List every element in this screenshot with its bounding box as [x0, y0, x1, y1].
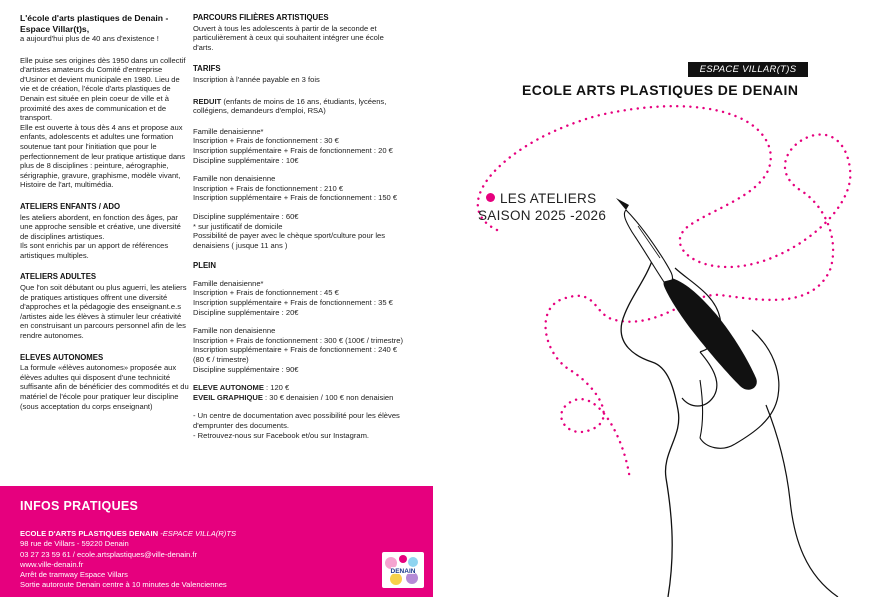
- parcours-heading: PARCOURS FILIÈRES ARTISTIQUES: [193, 13, 329, 22]
- plein-heading: PLEIN: [193, 261, 216, 271]
- eleves-autonomes-paragraph: La formule «élèves autonomes» proposée aux élèves adultes qui disposent d'une technicité suffisante afin de bénéficier des commodités et du matériel de l'école pour pratiquer leur discipline (sous acceptation du corps enseignant): [20, 363, 189, 411]
- reduit-text: (enfants de moins de 16 ans, étudiants, lycéens,: [221, 96, 387, 106]
- plein-price-line: Discipline supplémentaire : 90€: [193, 364, 299, 374]
- hand-outline-icon: [700, 380, 703, 438]
- espace-villarts-tag: ESPACE VILLAR(T)S: [688, 62, 808, 77]
- plein-price-line: Inscription supplémentaire + Frais de fonctionnement : 35 €: [193, 298, 393, 308]
- denain-logo-art: [382, 552, 424, 588]
- plein-famille-denaisienne: Famille denaisienne*: [193, 278, 264, 288]
- hand-outline-icon: [682, 352, 717, 406]
- infos-pratiques-heading: INFOS PRATIQUES: [20, 499, 139, 513]
- eleve-autonome-price: [193, 383, 406, 393]
- pink-dotted-swirl-icon: [478, 106, 851, 480]
- intro-offer-paragraph: Elle est ouverte à tous dès 4 ans et propose aux enfants, adolescents et adultes une formation soutenue tant pour l'initiation que pour le perfectionnement de leur pratique artistique dans plus de 8 disciplines : peinture, aérographie, sérigraphie, gravure, graphisme, modèle vivant, Histoire de l'art, multimédia.: [20, 122, 186, 190]
- reduit-price-line: Inscription + Frais de fonctionnement : 30 €: [193, 136, 339, 146]
- school-name-line: [20, 529, 236, 539]
- les-ateliers-label: LES ATELIERS: [500, 191, 597, 206]
- tram-stop: Arrêt de tramway Espace Villars: [20, 570, 128, 580]
- hand-outline-icon: [700, 438, 735, 448]
- cheque-note: Possibilité de payer avec le chèque sport/culture pour les denaisiens ( jusque 11 ans ): [193, 231, 386, 250]
- website-link[interactable]: www.ville-denain.fr: [20, 559, 84, 569]
- school-name: ECOLE D'ARTS PLASTIQUES DENAIN: [20, 529, 159, 538]
- reduit-price-line: Discipline supplémentaire : 10€: [193, 155, 299, 165]
- eleves-autonomes-heading: ELEVES AUTONOMES: [20, 352, 104, 362]
- reduit-price-line: Inscription supplémentaire + Frais de fonctionnement : 20 €: [193, 145, 393, 155]
- ateliers-block: [478, 190, 606, 224]
- reduit-intro: [193, 97, 406, 107]
- plein-price-line: Discipline supplémentaire : 20€: [193, 307, 299, 317]
- reduit-famille-non-denaisienne: Famille non denaisienne: [193, 174, 276, 184]
- plein-price-line: Inscription + Frais de fonctionnement : 45 €: [193, 288, 339, 298]
- school-name-suffix: -ESPACE VILLA(R)TS: [158, 529, 237, 538]
- ateliers-adultes-heading: ATELIERS ADULTES: [20, 272, 97, 282]
- reduit-price-line: Inscription + Frais de fonctionnement : 210 €: [193, 183, 344, 193]
- pen-tip-icon: [616, 198, 629, 210]
- saison-label: SAISON 2025 -2026: [478, 208, 607, 223]
- eveil-graphique-price: [193, 393, 406, 403]
- address: 98 rue de Villars - 59220 Denain: [20, 539, 129, 549]
- reduit-famille-denaisienne: Famille denaisienne*: [193, 126, 264, 136]
- hand-outline-icon: [621, 258, 679, 597]
- logo-text: DENAIN: [390, 568, 416, 575]
- eveil-graphique-label: EVEIL GRAPHIQUE: [193, 392, 263, 402]
- ateliers-enfants-heading: ATELIERS ENFANTS / ADO: [20, 201, 121, 211]
- infos-pratiques-panel: [0, 486, 433, 597]
- denain-logo: [382, 552, 424, 588]
- intro-history-paragraph: Elle puise ses origines dès 1950 dans un collectif d'artistes amateurs du Comité d'entreprise d'Usinor et devient municipale en 1980. Lieu de vie et de création, l'école d'arts plastiques de Denain est située en plein coeur de ville et à proximité des axes de communication et de transport.: [20, 55, 186, 123]
- documentation-note: - Un centre de documentation avec possibilité pour les élèves d'emprunter des documents.: [193, 411, 400, 430]
- eleve-autonome-value: : 120 €: [263, 383, 290, 393]
- plein-price-line: Inscription supplémentaire + Frais de fonctionnement : 240 €: [193, 345, 398, 355]
- reduit-text-2: collégiens, demandeurs d'emploi, RSA): [193, 106, 326, 116]
- tarifs-heading: TARIFS: [193, 64, 221, 74]
- parcours-paragraph: Ouvert à tous les adolescents à partir de la seconde et particulièrement à ceux qui souhaitent intégrer une école d'arts.: [193, 23, 384, 52]
- plein-price-line: (80 € / trimestre): [193, 355, 249, 365]
- pen-shaft-icon: [624, 210, 672, 282]
- intro-subtitle: a aujourd'hui plus de 40 ans d'existence !: [20, 34, 159, 43]
- contact-phone-email[interactable]: 03 27 23 59 61 / ecole.artsplastiques@ville-denain.fr: [20, 549, 197, 559]
- ateliers-enfants-paragraph-2: Ils sont enrichis par un apport de références artistiques multiples.: [20, 241, 169, 260]
- intro-title-line-1: L'école d'arts plastiques de Denain -: [20, 13, 169, 23]
- reduit-label: REDUIT: [193, 96, 222, 106]
- plein-price-line: Inscription + Frais de fonctionnement : 300 € (100€ / trimestre): [193, 335, 403, 345]
- social-note: - Retrouvez-nous sur Facebook et/ou sur Instagram.: [193, 430, 370, 440]
- hand-outline-icon: [766, 405, 838, 597]
- ateliers-enfants-paragraph-1: les ateliers abordent, en fonction des âges, par une approche sensible et créative, une diversité de disciplines artistiques.: [20, 212, 181, 241]
- eveil-graphique-value: : 30 € denaisien / 100 € non denaisien: [262, 392, 394, 402]
- reduit-price-line: Discipline supplémentaire : 60€: [193, 211, 299, 221]
- domicile-note: * sur justificatif de domicile: [193, 221, 283, 231]
- middle-column: [193, 13, 406, 448]
- left-column: [20, 13, 190, 419]
- plein-famille-non-denaisienne: Famille non denaisienne: [193, 326, 276, 336]
- highway-exit: Sortie autoroute Denain centre à 10 minutes de Valenciennes: [20, 580, 227, 590]
- infos-lines: [20, 529, 236, 591]
- cover-title: ECOLE ARTS PLASTIQUES DE DENAIN: [522, 82, 799, 98]
- tarifs-paragraph: Inscription à l'année payable en 3 fois: [193, 74, 320, 84]
- eleve-autonome-label: ELEVE AUTONOME: [193, 383, 264, 393]
- ateliers-adultes-paragraph: Que l'on soit débutant ou plus aguerri, les ateliers de pratiques artistiques offrent une diversité d'approches et la pédagogie des enseignant.e.s /artistes aide les élèves à stimuler leur créativité en construisant un parcours personnel afin de les rendre autonomes.: [20, 283, 187, 341]
- intro-title-line-2: Espace Villar(t)s,: [20, 23, 90, 34]
- reduit-price-line: Inscription supplémentaire + Frais de fonctionnement : 150 €: [193, 193, 398, 203]
